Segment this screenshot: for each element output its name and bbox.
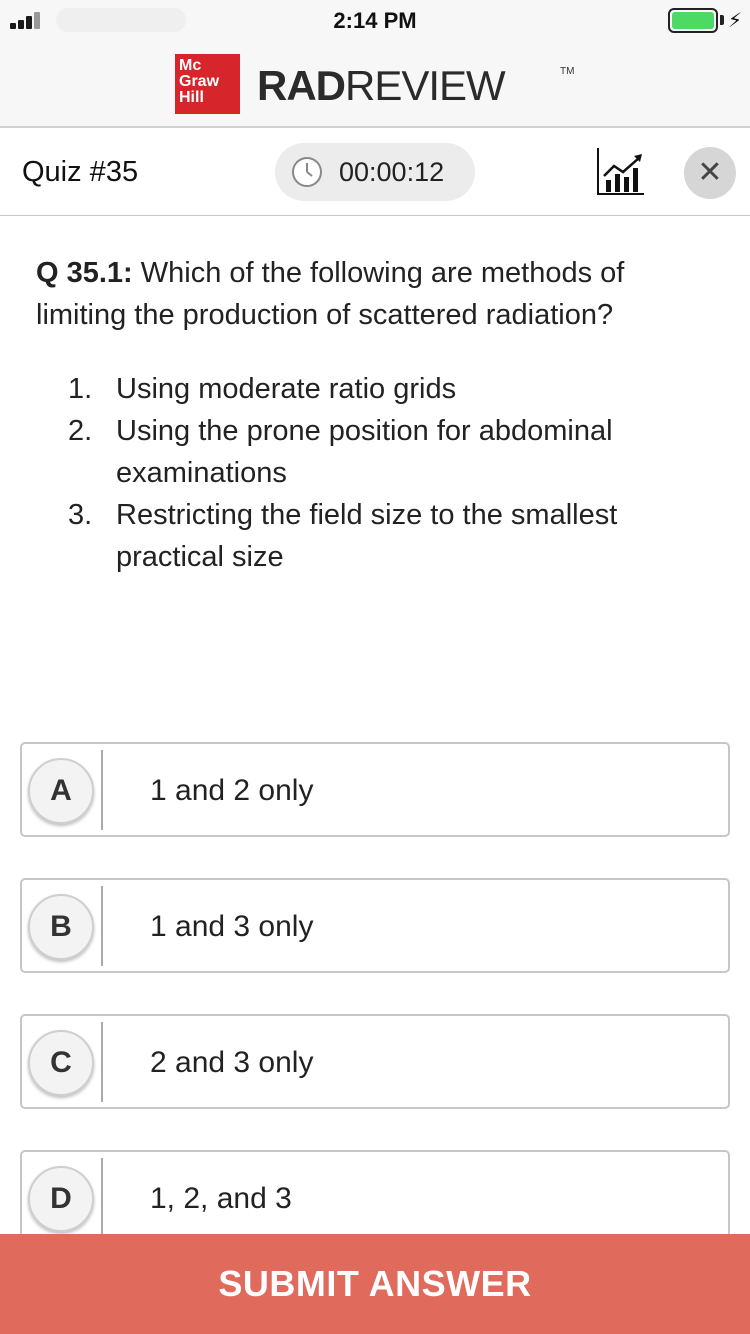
list-item-text: Restricting the field size to the smallest practical size xyxy=(116,499,618,573)
brand-header xyxy=(0,40,750,128)
answer-letter: D xyxy=(28,1166,94,1232)
list-item-number: 3. xyxy=(68,499,93,531)
close-button[interactable]: ✕ xyxy=(684,147,736,199)
status-time: 2:14 PM xyxy=(333,8,417,33)
list-item xyxy=(68,368,708,410)
logo-line-3: Hill xyxy=(179,89,204,106)
question-body: Which of the following are methods of limiting the production of scattered radiation? xyxy=(36,257,625,331)
answer-text: 1 and 3 only xyxy=(150,910,314,943)
app-name-light: REVIEW xyxy=(345,62,505,109)
answer-letter: A xyxy=(28,758,94,824)
list-item-number: 2. xyxy=(68,415,93,447)
timer xyxy=(275,143,475,201)
answer-text: 1 and 2 only xyxy=(150,774,314,807)
answer-text: 1, 2, and 3 xyxy=(150,1182,292,1215)
submit-answer-button[interactable]: SUBMIT ANSWER xyxy=(0,1234,750,1334)
answer-option-a[interactable] xyxy=(20,742,730,837)
app-name xyxy=(257,62,505,110)
list-item-text: Using the prone position for abdominal examinations xyxy=(116,415,613,489)
answer-divider xyxy=(101,1022,103,1102)
battery-tip xyxy=(720,15,724,25)
status-bar xyxy=(0,0,750,40)
timer-value: 00:00:12 xyxy=(339,157,445,187)
question-text xyxy=(36,252,716,336)
battery-icon xyxy=(668,8,718,33)
trademark: TM xyxy=(560,66,575,77)
answer-option-d[interactable] xyxy=(20,1150,730,1245)
answer-divider xyxy=(101,1158,103,1238)
quiz-title: Quiz #35 xyxy=(22,156,139,188)
answer-option-c[interactable] xyxy=(20,1014,730,1109)
list-item-number: 1. xyxy=(68,373,93,405)
list-item-text: Using moderate ratio grids xyxy=(116,373,457,405)
list-item xyxy=(68,494,708,578)
clock-icon xyxy=(291,156,323,188)
stats-chart-icon[interactable] xyxy=(596,146,646,196)
question-number: Q 35.1: xyxy=(36,257,133,289)
answer-letter: B xyxy=(28,894,94,960)
quiz-toolbar xyxy=(0,130,750,216)
app-name-bold: RAD xyxy=(257,62,345,109)
logo-line-2: Graw xyxy=(179,73,220,90)
answer-option-b[interactable] xyxy=(20,878,730,973)
list-item xyxy=(68,410,708,494)
answer-text: 2 and 3 only xyxy=(150,1046,314,1079)
charging-icon: ⚡ xyxy=(728,10,743,32)
logo-line-1: Mc xyxy=(179,57,202,74)
answer-divider xyxy=(101,750,103,830)
answer-divider xyxy=(101,886,103,966)
answer-letter: C xyxy=(28,1030,94,1096)
mcgraw-hill-logo xyxy=(175,54,240,114)
statement-list xyxy=(68,368,708,578)
